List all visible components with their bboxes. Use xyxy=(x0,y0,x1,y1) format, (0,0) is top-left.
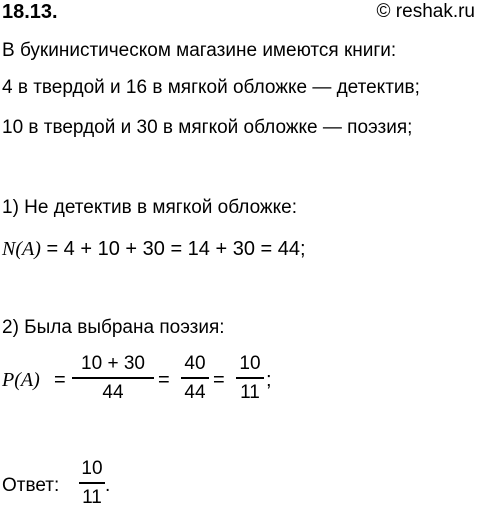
fraction-1 xyxy=(72,353,154,404)
part1-formula xyxy=(2,237,306,261)
answer-numerator: 10 xyxy=(81,458,103,479)
probability-arg: (A) xyxy=(14,369,40,391)
part2-heading: 2) Была выбрана поэзия: xyxy=(2,317,225,338)
intro-line-1: В букинистическом магазине имеются книги: xyxy=(2,40,397,61)
intro-line-3: 10 в твердой и 30 в мягкой обложке — поэзия; xyxy=(2,117,413,138)
part1-heading: 1) Не детектив в мягкой обложке: xyxy=(2,197,298,218)
equals-sign: = xyxy=(54,369,66,391)
intro-line-2: 4 в твердой и 16 в мягкой обложке — детектив; xyxy=(2,77,420,98)
formula-lhs: N(A) xyxy=(2,238,41,260)
fraction-3-bar xyxy=(236,377,264,379)
answer-period: . xyxy=(105,475,111,496)
source-watermark: © reshak.ru xyxy=(376,1,475,22)
fraction-2-bar xyxy=(181,377,209,379)
probability-lhs xyxy=(2,368,40,392)
fraction-1-bar xyxy=(72,377,154,379)
semicolon: ; xyxy=(266,369,272,391)
fraction-3 xyxy=(236,353,264,404)
probability-fn: P xyxy=(2,369,15,391)
fraction-2-denominator: 44 xyxy=(184,381,206,403)
fraction-1-numerator: 10 + 30 xyxy=(81,353,145,374)
problem-number: 18.13. xyxy=(2,1,58,23)
answer-label: Ответ: xyxy=(2,475,60,496)
fraction-3-denominator: 11 xyxy=(240,381,260,403)
equals-sign: = xyxy=(158,369,170,391)
fraction-2-numerator: 40 xyxy=(184,353,206,374)
fraction-1-denominator: 44 xyxy=(102,381,124,403)
answer-denominator: 11 xyxy=(82,486,102,508)
equals-sign: = xyxy=(213,369,225,391)
fraction-3-numerator: 10 xyxy=(239,353,261,374)
answer-fraction-bar xyxy=(79,482,105,484)
fraction-2 xyxy=(181,353,209,404)
answer-fraction xyxy=(79,458,105,509)
formula-rhs: = 4 + 10 + 30 = 14 + 30 = 44; xyxy=(40,238,306,260)
